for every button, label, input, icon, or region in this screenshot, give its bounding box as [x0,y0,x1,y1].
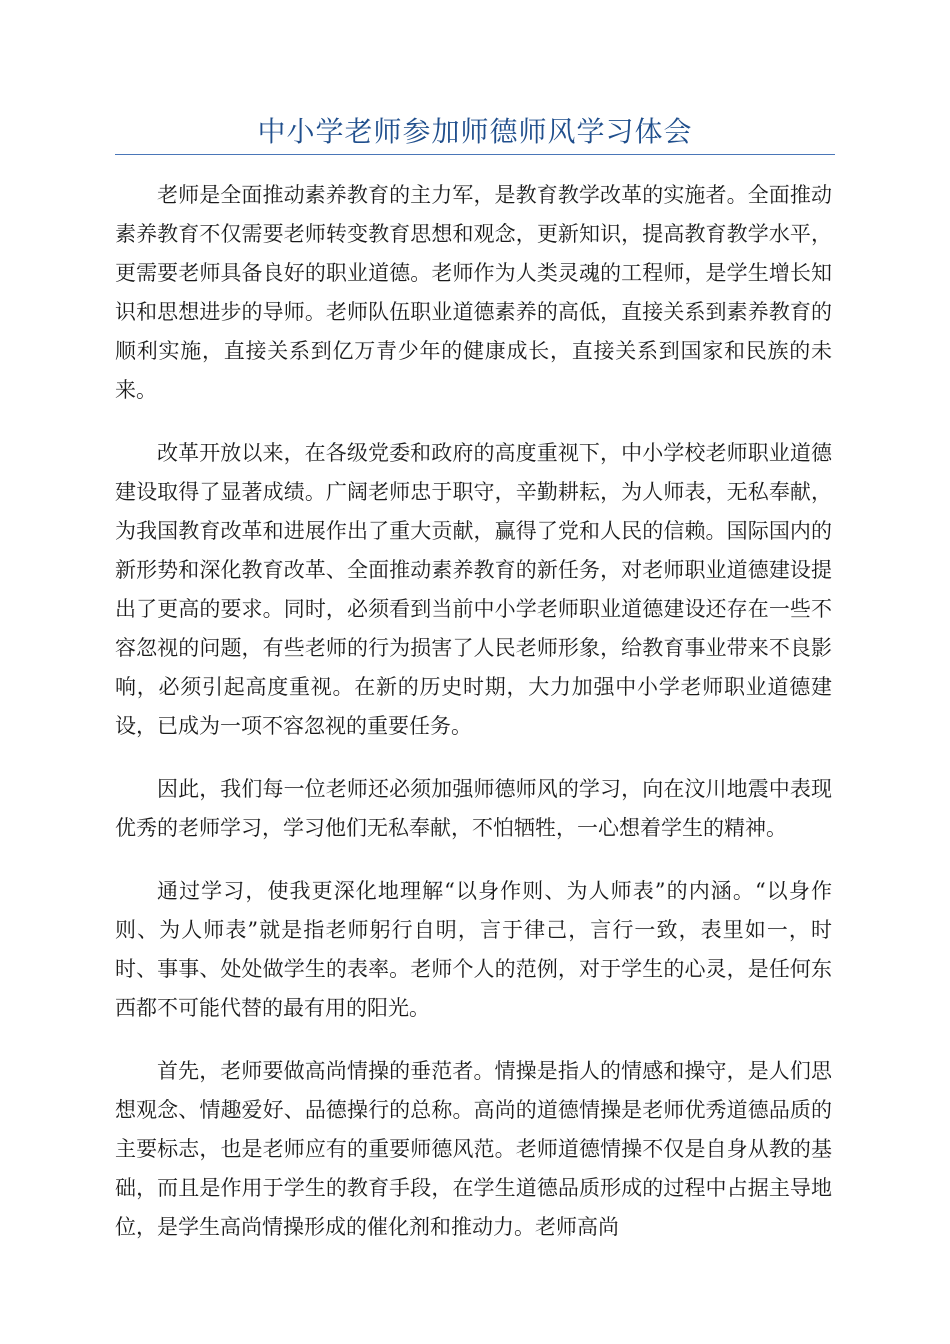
title-underline [115,154,835,155]
paragraph: 改革开放以来，在各级党委和政府的高度重视下，中小学校老师职业道德建设取得了显著成绩。广阔老师忠于职守，辛勤耕耘，为人师表，无私奉献，为我国教育改革和进展作出了重大贡献，赢得了党和人民的信赖。国际国内的新形势和深化教育改革、全面推动素养教育的新任务，对老师职业道德建设提出了更高的要求。同时，必须看到当前中小学老师职业道德建设还存在一些不容忽视的问题，有些老师的行为损害了人民老师形象，给教育事业带来不良影响，必须引起高度重视。在新的历史时期，大力加强中小学老师职业道德建设，已成为一项不容忽视的重要任务。 [115,441,832,738]
document-body [115,176,832,1247]
paragraph: 老师是全面推动素养教育的主力军，是教育教学改革的实施者。全面推动素养教育不仅需要老师转变教育思想和观念，更新知识，提高教育教学水平，更需要老师具备良好的职业道德。老师作为人类灵魂的工程师，是学生增长知识和思想进步的导师。老师队伍职业道德素养的高低，直接关系到素养教育的顺利实施，直接关系到亿万青少年的健康成长，直接关系到国家和民族的未来。 [115,183,832,402]
paragraph: 因此，我们每一位老师还必须加强师德师风的学习，向在汶川地震中表现优秀的老师学习，学习他们无私奉献，不怕牺牲，一心想着学生的精神。 [115,777,832,840]
paragraph: 首先，老师要做高尚情操的垂范者。情操是指人的情感和操守，是人们思想观念、情趣爱好、品德操行的总称。高尚的道德情操是老师优秀道德品质的主要标志，也是老师应有的重要师德风范。老师道德情操不仅是自身从教的基础，而且是作用于学生的教育手段，在学生道德品质形成的过程中占据主导地位，是学生高尚情操形成的催化剂和推动力。老师高尚 [115,1059,832,1239]
paragraph: 通过学习，使我更深化地理解“以身作则、为人师表”的内涵。“以身作则、为人师表”就是指老师躬行自明，言于律己，言行一致，表里如一，时时、事事、处处做学生的表率。老师个人的范例，对于学生的心灵，是任何东西都不可能代替的最有用的阳光。 [115,879,832,1020]
document-title: 中小学老师参加师德师风学习体会 [257,115,693,148]
